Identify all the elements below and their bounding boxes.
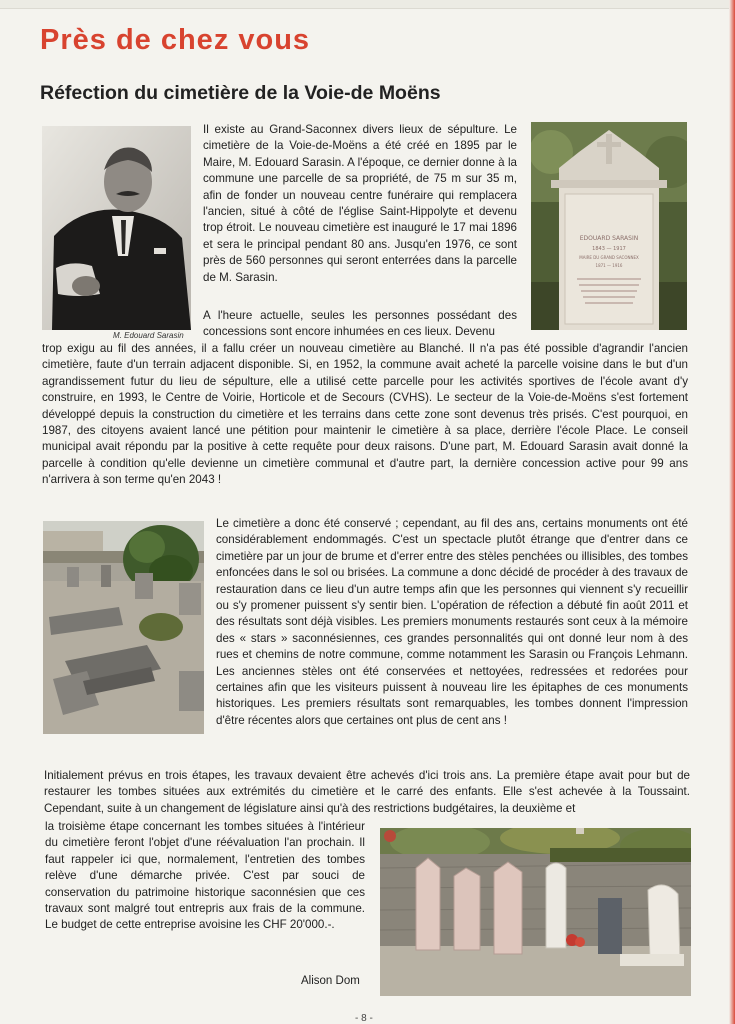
- article-paragraph-2-start: [203, 308, 517, 341]
- paragraph-1-text: Il existe au Grand-Saconnex divers lieux de sépulture. Le cimetière de la Voie-de-Moëns a été créé en 1895 par le Maire, M. Edouard Sarasin. A l'époque, ce dernier donne à la commune une parcelle de sa propriété, de 75 m sur 35 m, afin de fonder un nouveau centre funéraire qui remplacera l'ancien, situé à côté de l'église Saint-Hippolyte et devenu trop étroit. Le nouveau cimetière est inauguré le 17 mai 1896 et sera le principal pendant 80 ans. Jusqu'en 1976, ce sont près de 560 personnes qui seront enterrées dans la parcelle de M. Sarasin.: [203, 123, 517, 284]
- article-author: Alison Dom: [301, 975, 360, 987]
- stele-line2-text: 1871 — 1916: [595, 263, 623, 268]
- restored-tombs-photo: [380, 828, 691, 996]
- article-title: Réfection du cimetière de la Voie-de Moëns: [40, 82, 441, 104]
- stele-name-text: EDOUARD SARASIN: [579, 235, 639, 242]
- paragraph-3-text: Le cimetière a donc été conservé ; cependant, au fil des ans, certains monuments ont été considérablement endommagés. C'est un spectacle plutôt étrange que d'entrer dans ce cimetière par un jour de brume et d'errer entre des stèles penchées ou illisibles, des tombes enfoncées dans le sol ou brisées. La commune a donc décidé de procéder à des travaux de restauration dans ce lieu d'un autre temps afin que les personnes qui viennent s'y recueillir ou s'y promener puissent s'y sentir bien. L'opération de réfection a débuté fin août 2011 et des résultats sont déjà visibles. Les premiers monuments restaurés sont ceux à la mémoire des « stars » saconnésiennes, ces grandes personnalités qui ont donné leur nom à des rues et chemins de notre commune, comme notamment les Sarasin ou François Lehmann. Les anciennes stèles ont été conservées et nettoyées, redressées et redorées pour certaines afin que les visiteurs puissent à nouveau lire les épitaphes de ces monuments historiques. Les premiers résultats sont remarquables, les tombes donnent l'impression d'être récentes alors que certaines ont plus de cent ans !: [216, 517, 688, 727]
- paragraph-2-rest-text: trop exigu au fil des années, il a fallu créer un nouveau cimetière au Blanché. Il n'a pas été possible d'agrandir l'ancien cimetière, faute d'un terrain adjacent disponible. Si, en 1952, la commune avait acheté la parcelle voisine dans le but d'un agrandissement futur du lieu de sépulture, elle a utilisé cette parcelle pour les activités sportives de l'école avant d'y construire, en 1993, le Centre de Voirie, Horticole et de Secours (CVHS). Le secteur de la Voie-de-Moëns s'est fortement développé depuis la construction du cimetière et les terrains dans cette zone sont devenus très prisés. C'est pourquoi, en 1987, des citoyens avaient lancé une pétition pour maintenir le cimetière à sa place, derrière l'école Place. Le conseil municipal avait répondu par la positive à cette requête pour deux raisons. D'une part, M. Edouard Sarasin avait donné la parcelle à condition qu'elle devienne un cimetière communal et d'autre part, la dernière concession active pour 99 ans n'arrivera à son terme qu'en 2043 !: [42, 342, 688, 487]
- page-top-strip: [0, 0, 735, 9]
- stele-line1-text: MAIRE DU GRAND SACONNEX: [579, 255, 639, 260]
- portrait-caption: M. Edouard Sarasin: [113, 331, 184, 340]
- article-paragraph-4-side: [45, 819, 365, 934]
- article-paragraph-2-rest: [42, 341, 688, 489]
- portrait-photo: [42, 126, 191, 330]
- damaged-tombs-photo: [43, 521, 204, 734]
- paragraph-2-start-text: A l'heure actuelle, seules les personnes possédant des concessions sont encore inhumées en ces lieux. Devenu: [203, 309, 517, 339]
- page-red-edge: [729, 0, 735, 1024]
- article-paragraph-4: [44, 768, 690, 817]
- page-number: - 8 -: [355, 1013, 373, 1024]
- section-title: Près de chez vous: [40, 24, 311, 56]
- stele-photo: [531, 122, 687, 330]
- stele-years-text: 1843 — 1917: [592, 246, 626, 252]
- article-paragraph-1: [203, 122, 517, 286]
- paragraph-4-side-text: la troisième étape concernant les tombes situées à l'intérieur du cimetière feront l'objet d'une réévaluation l'an prochain. Il faut rappeler ici que, normalement, l'entretien des tombes relève d'une démarche privée. C'est par souci de conservation du patrimoine historique saconnésien que ces travaux sont malgré tout entrepris aux frais de la commune. Le budget de cette entreprise avoisine les CHF 20'000.-.: [45, 820, 365, 932]
- paragraph-4-text: Initialement prévus en trois étapes, les travaux devaient être achevés d'ici trois ans. La première étape avait pour but de restaurer les tombes situées aux extrémités du cimetière et le carré des enfants. Elle s'est achevée à la Toussaint. Cependant, suite à un changement de législature ainsi qu'à des restrictions budgétaires, la deuxième et: [44, 769, 690, 815]
- article-paragraph-3: [216, 516, 688, 729]
